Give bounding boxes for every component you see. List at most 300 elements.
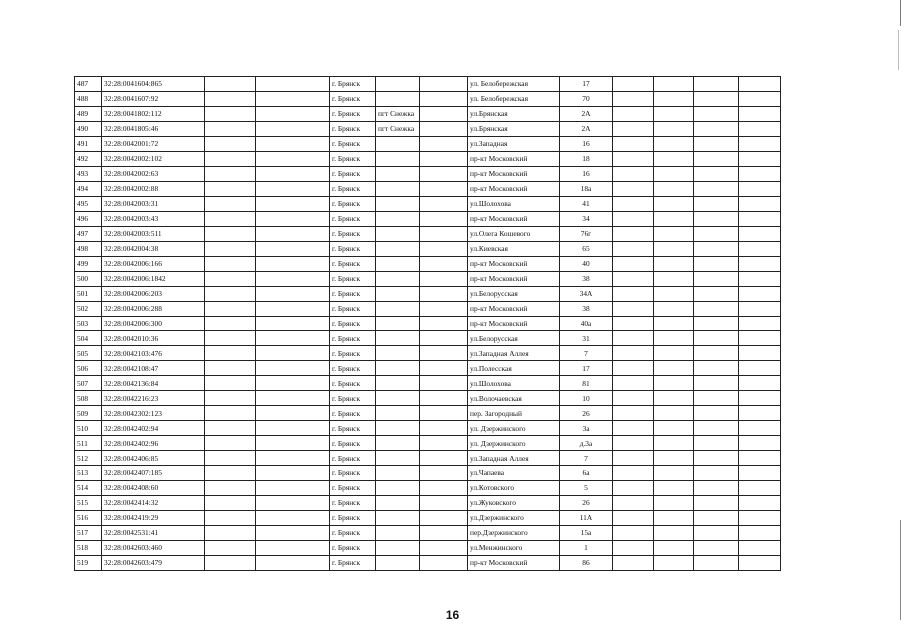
empty-cell [613, 106, 654, 121]
table-row [75, 391, 781, 406]
settlement-cell [376, 316, 420, 331]
street-cell: ул.Западная [468, 136, 560, 151]
empty-cell [739, 226, 781, 241]
empty-cell [739, 361, 781, 376]
empty-cell [654, 196, 694, 211]
cadastral-number-cell: 32:28:0042103:476 [102, 346, 205, 361]
empty-cell [420, 286, 468, 301]
row-number-cell: 504 [75, 331, 102, 346]
settlement-cell [376, 526, 420, 541]
empty-cell [654, 466, 694, 481]
settlement-cell [376, 481, 420, 496]
house-number-cell: 1 [560, 541, 613, 556]
cadastral-number-cell: 32:28:0041604:865 [102, 77, 205, 92]
settlement-cell: пгт Снежка [376, 106, 420, 121]
settlement-cell [376, 346, 420, 361]
table-row [75, 256, 781, 271]
city-cell: г. Брянск [330, 166, 376, 181]
table-row [75, 451, 781, 466]
settlement-cell [376, 211, 420, 226]
row-number-cell: 496 [75, 211, 102, 226]
empty-cell [205, 77, 256, 92]
empty-cell [205, 436, 256, 451]
empty-cell [739, 121, 781, 136]
cadastral-number-cell: 32:28:0042108:47 [102, 361, 205, 376]
settlement-cell [376, 466, 420, 481]
cadastral-number-cell: 32:28:0042603:460 [102, 541, 205, 556]
house-number-cell: 26 [560, 406, 613, 421]
empty-cell [654, 241, 694, 256]
empty-cell [613, 241, 654, 256]
empty-cell [420, 451, 468, 466]
empty-cell [694, 256, 739, 271]
empty-cell [739, 196, 781, 211]
house-number-cell: 86 [560, 556, 613, 571]
settlement-cell [376, 271, 420, 286]
row-number-cell: 487 [75, 77, 102, 92]
empty-cell [613, 286, 654, 301]
cadastral-number-cell: 32:28:0041607:92 [102, 91, 205, 106]
empty-cell [420, 211, 468, 226]
empty-cell [613, 166, 654, 181]
table-row [75, 376, 781, 391]
row-number-cell: 511 [75, 436, 102, 451]
city-cell: г. Брянск [330, 541, 376, 556]
settlement-cell [376, 361, 420, 376]
empty-cell [205, 541, 256, 556]
empty-cell [613, 211, 654, 226]
cadastral-number-cell: 32:28:0042006:203 [102, 286, 205, 301]
empty-cell [654, 226, 694, 241]
row-number-cell: 507 [75, 376, 102, 391]
settlement-cell [376, 256, 420, 271]
table-row [75, 121, 781, 136]
city-cell: г. Брянск [330, 466, 376, 481]
empty-cell [694, 331, 739, 346]
empty-cell [694, 466, 739, 481]
table-row [75, 301, 781, 316]
empty-cell [205, 301, 256, 316]
house-number-cell: 81 [560, 376, 613, 391]
empty-cell [613, 301, 654, 316]
settlement-cell [376, 541, 420, 556]
row-number-cell: 516 [75, 511, 102, 526]
empty-cell [420, 77, 468, 92]
empty-cell [420, 391, 468, 406]
empty-cell [654, 496, 694, 511]
row-number-cell: 498 [75, 241, 102, 256]
empty-cell [654, 376, 694, 391]
empty-cell [256, 166, 330, 181]
city-cell: г. Брянск [330, 286, 376, 301]
scan-edge-mark [900, 0, 901, 26]
empty-cell [739, 466, 781, 481]
empty-cell [613, 541, 654, 556]
city-cell: г. Брянск [330, 346, 376, 361]
empty-cell [256, 436, 330, 451]
house-number-cell: 26 [560, 496, 613, 511]
empty-cell [654, 91, 694, 106]
empty-cell [613, 226, 654, 241]
empty-cell [256, 151, 330, 166]
street-cell: ул.Олега Кошевого [468, 226, 560, 241]
empty-cell [420, 271, 468, 286]
empty-cell [420, 511, 468, 526]
house-number-cell: 15а [560, 526, 613, 541]
cadastral-number-cell: 32:28:0042531:41 [102, 526, 205, 541]
city-cell: г. Брянск [330, 241, 376, 256]
empty-cell [654, 136, 694, 151]
table-row [75, 346, 781, 361]
city-cell: г. Брянск [330, 121, 376, 136]
table-row [75, 526, 781, 541]
empty-cell [256, 481, 330, 496]
empty-cell [420, 556, 468, 571]
empty-cell [256, 91, 330, 106]
empty-cell [205, 556, 256, 571]
table-row [75, 496, 781, 511]
empty-cell [420, 421, 468, 436]
empty-cell [205, 166, 256, 181]
empty-cell [205, 346, 256, 361]
empty-cell [420, 241, 468, 256]
scan-edge-mark [900, 520, 901, 620]
house-number-cell: 34 [560, 211, 613, 226]
registry-table-body [75, 77, 781, 571]
settlement-cell [376, 376, 420, 391]
row-number-cell: 509 [75, 406, 102, 421]
empty-cell [613, 196, 654, 211]
cadastral-number-cell: 32:28:0042419:29 [102, 511, 205, 526]
settlement-cell [376, 451, 420, 466]
empty-cell [694, 421, 739, 436]
house-number-cell: 18 [560, 151, 613, 166]
settlement-cell [376, 511, 420, 526]
settlement-cell [376, 151, 420, 166]
empty-cell [694, 91, 739, 106]
cadastral-number-cell: 32:28:0042001:72 [102, 136, 205, 151]
empty-cell [739, 346, 781, 361]
cadastral-number-cell: 32:28:0042408:60 [102, 481, 205, 496]
empty-cell [739, 181, 781, 196]
table-row [75, 511, 781, 526]
empty-cell [739, 556, 781, 571]
street-cell: пр-кт Московский [468, 166, 560, 181]
empty-cell [613, 361, 654, 376]
empty-cell [654, 451, 694, 466]
empty-cell [654, 286, 694, 301]
empty-cell [739, 106, 781, 121]
empty-cell [613, 316, 654, 331]
empty-cell [694, 136, 739, 151]
street-cell: пр-кт Московский [468, 556, 560, 571]
settlement-cell [376, 241, 420, 256]
row-number-cell: 499 [75, 256, 102, 271]
city-cell: г. Брянск [330, 406, 376, 421]
empty-cell [613, 496, 654, 511]
street-cell: пер.Дзержинского [468, 526, 560, 541]
empty-cell [613, 346, 654, 361]
empty-cell [256, 121, 330, 136]
house-number-cell: 3а [560, 421, 613, 436]
row-number-cell: 493 [75, 166, 102, 181]
empty-cell [654, 541, 694, 556]
empty-cell [420, 121, 468, 136]
empty-cell [256, 77, 330, 92]
table-row [75, 166, 781, 181]
empty-cell [420, 151, 468, 166]
cadastral-number-cell: 32:28:0042010:36 [102, 331, 205, 346]
empty-cell [613, 481, 654, 496]
empty-cell [256, 541, 330, 556]
street-cell: ул. Дзержинского [468, 421, 560, 436]
empty-cell [256, 301, 330, 316]
cadastral-number-cell: 32:28:0042302:123 [102, 406, 205, 421]
empty-cell [205, 376, 256, 391]
empty-cell [256, 361, 330, 376]
empty-cell [694, 106, 739, 121]
empty-cell [739, 136, 781, 151]
empty-cell [205, 286, 256, 301]
empty-cell [654, 301, 694, 316]
table-row [75, 466, 781, 481]
row-number-cell: 501 [75, 286, 102, 301]
empty-cell [654, 526, 694, 541]
cadastral-number-cell: 32:28:0042603:479 [102, 556, 205, 571]
house-number-cell: 10 [560, 391, 613, 406]
empty-cell [739, 91, 781, 106]
empty-cell [613, 77, 654, 92]
empty-cell [420, 526, 468, 541]
empty-cell [256, 346, 330, 361]
empty-cell [613, 556, 654, 571]
cadastral-number-cell: 32:28:0042006:288 [102, 301, 205, 316]
house-number-cell: 7 [560, 451, 613, 466]
street-cell: пр-кт Московский [468, 256, 560, 271]
row-number-cell: 513 [75, 466, 102, 481]
empty-cell [420, 331, 468, 346]
city-cell: г. Брянск [330, 556, 376, 571]
settlement-cell [376, 436, 420, 451]
empty-cell [654, 271, 694, 286]
cadastral-number-cell: 32:28:0042002:63 [102, 166, 205, 181]
empty-cell [420, 91, 468, 106]
street-cell: ул.Шолохова [468, 376, 560, 391]
city-cell: г. Брянск [330, 151, 376, 166]
empty-cell [205, 451, 256, 466]
empty-cell [205, 226, 256, 241]
house-number-cell: 18а [560, 181, 613, 196]
empty-cell [256, 211, 330, 226]
empty-cell [739, 166, 781, 181]
empty-cell [654, 106, 694, 121]
cadastral-number-cell: 32:28:0042006:1842 [102, 271, 205, 286]
empty-cell [613, 466, 654, 481]
empty-cell [654, 166, 694, 181]
house-number-cell: 38 [560, 271, 613, 286]
cadastral-number-cell: 32:28:0042136:84 [102, 376, 205, 391]
empty-cell [205, 211, 256, 226]
row-number-cell: 489 [75, 106, 102, 121]
empty-cell [654, 436, 694, 451]
empty-cell [694, 346, 739, 361]
table-row [75, 241, 781, 256]
scan-edge-mark [898, 30, 899, 70]
empty-cell [694, 511, 739, 526]
street-cell: ул.Котовского [468, 481, 560, 496]
settlement-cell [376, 136, 420, 151]
settlement-cell [376, 421, 420, 436]
empty-cell [256, 181, 330, 196]
house-number-cell: 6а [560, 466, 613, 481]
empty-cell [654, 77, 694, 92]
empty-cell [739, 331, 781, 346]
empty-cell [654, 361, 694, 376]
empty-cell [205, 271, 256, 286]
table-row [75, 136, 781, 151]
empty-cell [694, 77, 739, 92]
cadastral-number-cell: 32:28:0042006:300 [102, 316, 205, 331]
house-number-cell: 70 [560, 91, 613, 106]
empty-cell [205, 331, 256, 346]
empty-cell [420, 181, 468, 196]
house-number-cell: 76г [560, 226, 613, 241]
row-number-cell: 495 [75, 196, 102, 211]
city-cell: г. Брянск [330, 391, 376, 406]
empty-cell [694, 316, 739, 331]
row-number-cell: 506 [75, 361, 102, 376]
empty-cell [256, 451, 330, 466]
table-row [75, 406, 781, 421]
house-number-cell: 40 [560, 256, 613, 271]
city-cell: г. Брянск [330, 376, 376, 391]
empty-cell [420, 346, 468, 361]
empty-cell [694, 181, 739, 196]
city-cell: г. Брянск [330, 301, 376, 316]
table-row [75, 541, 781, 556]
city-cell: г. Брянск [330, 421, 376, 436]
street-cell: ул. Белобережская [468, 91, 560, 106]
city-cell: г. Брянск [330, 316, 376, 331]
settlement-cell: пгт Снежка [376, 121, 420, 136]
page-number: 16 [445, 608, 460, 622]
cadastral-number-cell: 32:28:0042406:85 [102, 451, 205, 466]
empty-cell [256, 226, 330, 241]
row-number-cell: 518 [75, 541, 102, 556]
empty-cell [205, 526, 256, 541]
table-row [75, 286, 781, 301]
row-number-cell: 502 [75, 301, 102, 316]
city-cell: г. Брянск [330, 91, 376, 106]
street-cell: ул.Западная Аллея [468, 451, 560, 466]
table-row [75, 151, 781, 166]
house-number-cell: 41 [560, 196, 613, 211]
empty-cell [739, 541, 781, 556]
empty-cell [205, 151, 256, 166]
city-cell: г. Брянск [330, 106, 376, 121]
empty-cell [654, 256, 694, 271]
row-number-cell: 515 [75, 496, 102, 511]
table-row [75, 106, 781, 121]
city-cell: г. Брянск [330, 331, 376, 346]
empty-cell [739, 376, 781, 391]
empty-cell [694, 406, 739, 421]
empty-cell [256, 286, 330, 301]
city-cell: г. Брянск [330, 451, 376, 466]
house-number-cell: 7 [560, 346, 613, 361]
street-cell: ул.Брянская [468, 106, 560, 121]
street-cell: ул.Дзержинского [468, 511, 560, 526]
empty-cell [205, 406, 256, 421]
empty-cell [654, 121, 694, 136]
street-cell: пр-кт Московский [468, 271, 560, 286]
empty-cell [205, 136, 256, 151]
table-row [75, 421, 781, 436]
city-cell: г. Брянск [330, 256, 376, 271]
house-number-cell: 16 [560, 166, 613, 181]
cadastral-number-cell: 32:28:0042216:23 [102, 391, 205, 406]
cadastral-number-cell: 32:28:0042003:43 [102, 211, 205, 226]
empty-cell [739, 436, 781, 451]
empty-cell [205, 421, 256, 436]
empty-cell [420, 301, 468, 316]
empty-cell [613, 511, 654, 526]
table-row [75, 91, 781, 106]
empty-cell [654, 151, 694, 166]
empty-cell [613, 136, 654, 151]
cadastral-number-cell: 32:28:0042002:88 [102, 181, 205, 196]
empty-cell [694, 451, 739, 466]
empty-cell [739, 286, 781, 301]
empty-cell [420, 166, 468, 181]
property-registry-table [74, 76, 781, 571]
settlement-cell [376, 556, 420, 571]
row-number-cell: 494 [75, 181, 102, 196]
city-cell: г. Брянск [330, 271, 376, 286]
row-number-cell: 492 [75, 151, 102, 166]
empty-cell [256, 511, 330, 526]
city-cell: г. Брянск [330, 136, 376, 151]
row-number-cell: 510 [75, 421, 102, 436]
empty-cell [420, 316, 468, 331]
empty-cell [654, 481, 694, 496]
table-row [75, 77, 781, 92]
row-number-cell: 488 [75, 91, 102, 106]
street-cell: ул.Менжинского [468, 541, 560, 556]
house-number-cell: 40а [560, 316, 613, 331]
table-row [75, 556, 781, 571]
empty-cell [654, 346, 694, 361]
street-cell: ул.Белорусская [468, 286, 560, 301]
row-number-cell: 519 [75, 556, 102, 571]
empty-cell [654, 391, 694, 406]
street-cell: пр-кт Московский [468, 211, 560, 226]
empty-cell [694, 541, 739, 556]
city-cell: г. Брянск [330, 181, 376, 196]
empty-cell [256, 271, 330, 286]
street-cell: ул.Волочаевская [468, 391, 560, 406]
empty-cell [694, 271, 739, 286]
empty-cell [205, 391, 256, 406]
street-cell: ул.Полесская [468, 361, 560, 376]
street-cell: ул. Дзержинского [468, 436, 560, 451]
empty-cell [654, 421, 694, 436]
empty-cell [420, 541, 468, 556]
city-cell: г. Брянск [330, 211, 376, 226]
settlement-cell [376, 496, 420, 511]
settlement-cell [376, 286, 420, 301]
empty-cell [256, 421, 330, 436]
